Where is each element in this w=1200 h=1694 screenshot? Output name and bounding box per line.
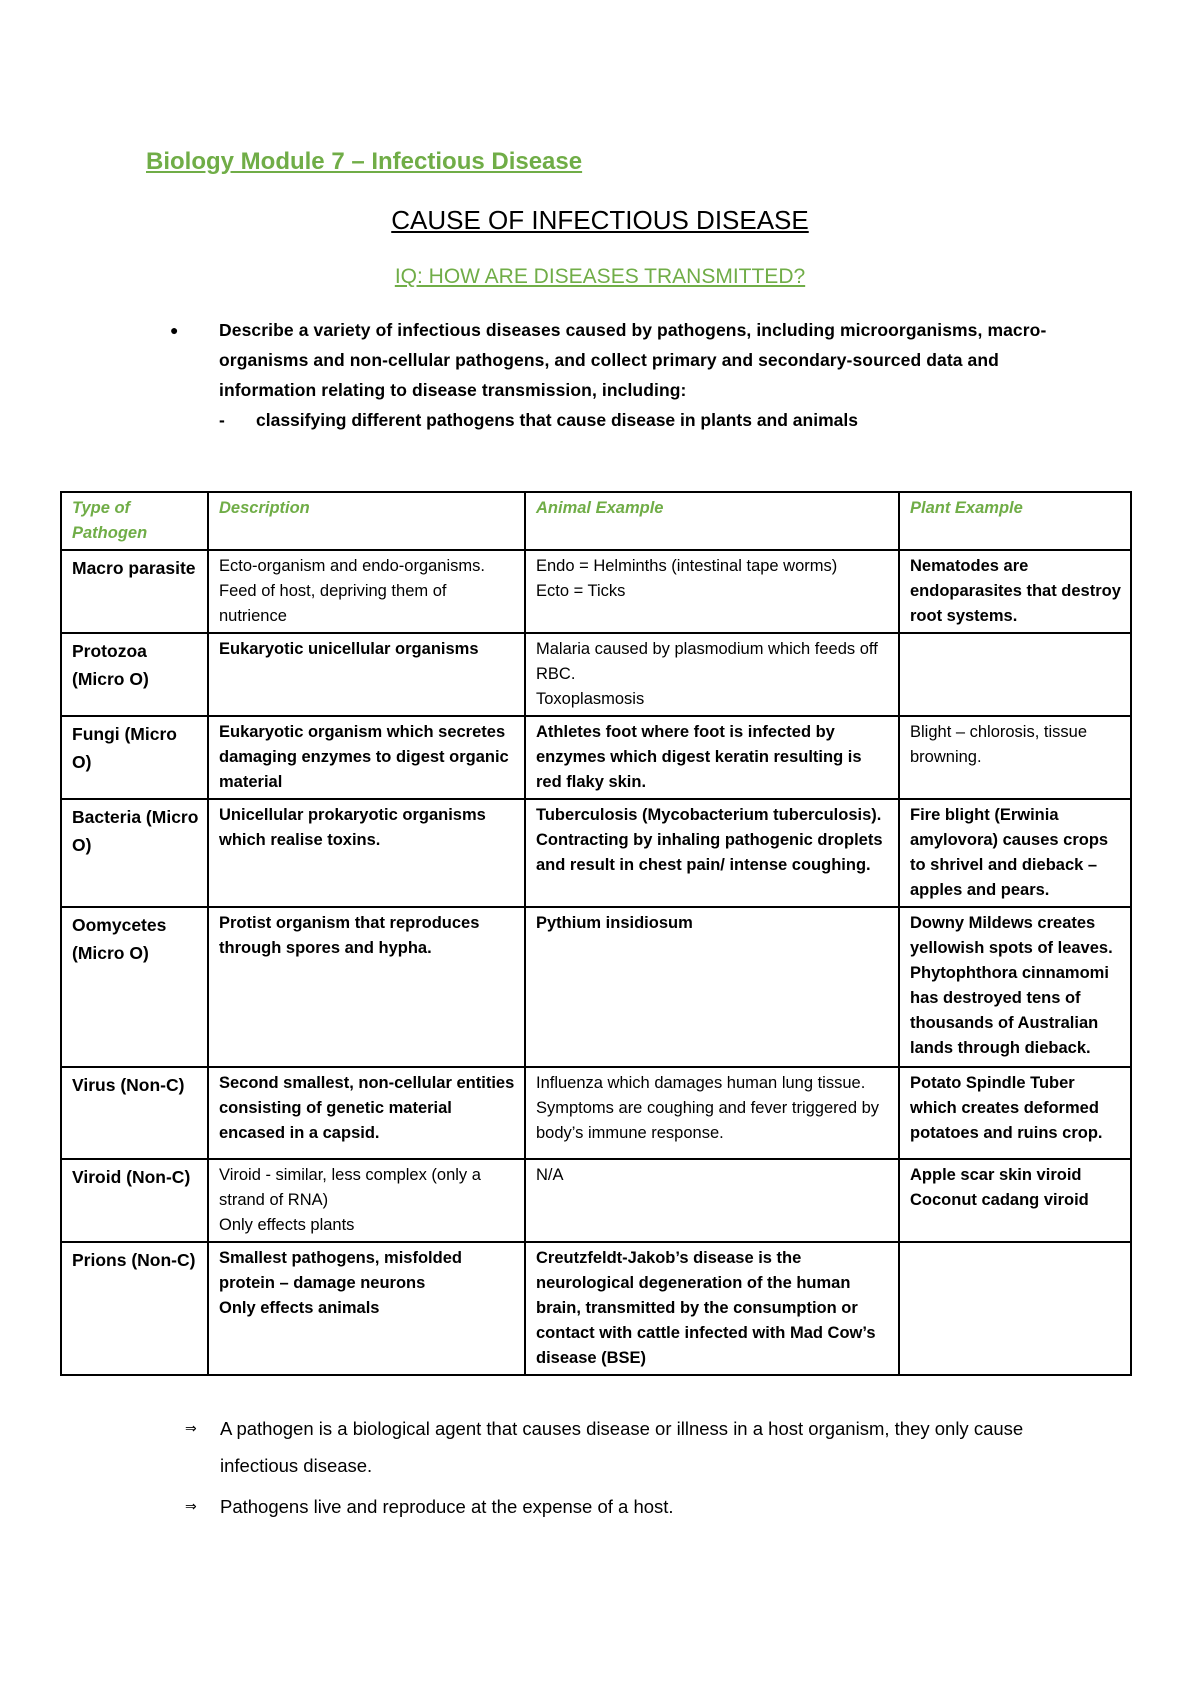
cell-line: Viroid - similar, less complex (only a strand of RNA) xyxy=(219,1166,481,1209)
inquiry-question-heading: IQ: HOW ARE DISEASES TRANSMITTED? xyxy=(394,265,806,288)
cell-line: Only effects animals xyxy=(219,1299,380,1317)
animal-example-cell xyxy=(525,633,899,716)
table-header-row xyxy=(61,492,1131,550)
cell-line: Potato Spindle Tuber which creates deformed potatoes and ruins crop. xyxy=(910,1074,1103,1142)
cell-line: Unicellular prokaryotic organisms which realise toxins. xyxy=(219,806,486,849)
plant-example-cell xyxy=(899,550,1131,633)
cell-line: N/A xyxy=(536,1166,564,1184)
pathogen-type-cell: Bacteria (Micro O) xyxy=(61,799,208,907)
document-title: Biology Module 7 – Infectious Disease xyxy=(146,148,583,175)
outcome-text: Describe a variety of infectious diseases caused by pathogens, including microorganisms, macro-organisms and non-cellular pathogens, and collect primary and secondary-sourced data and information relating to disease transmission, including: xyxy=(219,320,1047,400)
plant-example-cell xyxy=(899,633,1131,716)
cell-line: Malaria caused by plasmodium which feeds off RBC. xyxy=(536,640,878,683)
cell-line: Nematodes are endoparasites that destroy root systems. xyxy=(910,557,1121,625)
cell-line: Influenza which damages human lung tissue. Symptoms are coughing and fever triggered by body’s immune response. xyxy=(536,1074,880,1142)
description-cell xyxy=(208,907,525,1067)
pathogen-type-cell: Macro parasite xyxy=(61,550,208,633)
section-heading: CAUSE OF INFECTIOUS DISEASE xyxy=(391,205,809,235)
note-item xyxy=(185,1488,1085,1525)
pathogen-type-cell: Viroid (Non-C) xyxy=(61,1159,208,1242)
arrow-icon: ⇒ xyxy=(185,1498,197,1514)
description-cell xyxy=(208,716,525,799)
table-row xyxy=(61,1067,1131,1159)
animal-example-cell xyxy=(525,716,899,799)
cell-line: Smallest pathogens, misfolded protein – damage neurons xyxy=(219,1249,462,1292)
cell-line: Second smallest, non-cellular entities consisting of genetic material encased in a capsid. xyxy=(219,1074,515,1142)
description-cell xyxy=(208,1159,525,1242)
animal-example-cell xyxy=(525,907,899,1067)
plant-example-cell xyxy=(899,799,1131,907)
pathogen-type-cell: Protozoa (Micro O) xyxy=(61,633,208,716)
cell-line: Creutzfeldt-Jakob’s disease is the neurological degeneration of the human brain, transmitted by the consumption or contact with cattle infected with Mad Cow’s disease (BSE) xyxy=(536,1249,876,1367)
cell-line: Protist organism that reproduces through spores and hypha. xyxy=(219,914,480,957)
header-type-of-pathogen: Type of Pathogen xyxy=(61,492,208,550)
plant-example-cell xyxy=(899,1067,1131,1159)
pathogen-table-body xyxy=(61,550,1131,1375)
pathogen-table xyxy=(60,491,1132,1376)
cell-line: Feed of host, depriving them of nutrience xyxy=(219,582,447,625)
table-row xyxy=(61,716,1131,799)
cell-line: Pythium insidiosum xyxy=(536,914,693,932)
description-cell xyxy=(208,633,525,716)
plant-example-cell xyxy=(899,1242,1131,1375)
outcome-subpoint-text: classifying different pathogens that cause disease in plants and animals xyxy=(256,410,858,430)
plant-example-cell xyxy=(899,716,1131,799)
cell-line: Eukaryotic unicellular organisms xyxy=(219,640,479,658)
header-description: Description xyxy=(208,492,525,550)
cell-line: Athletes foot where foot is infected by enzymes which digest keratin resulting is red flaky skin. xyxy=(536,723,862,791)
description-cell xyxy=(208,1242,525,1375)
note-text: A pathogen is a biological agent that causes disease or illness in a host organism, they only cause infectious disease. xyxy=(220,1418,1024,1476)
pathogen-type-cell: Fungi (Micro O) xyxy=(61,716,208,799)
cell-line: Ecto-organism and endo-organisms. xyxy=(219,557,485,575)
arrow-icon: ⇒ xyxy=(185,1420,197,1436)
pathogen-type-cell: Virus (Non-C) xyxy=(61,1067,208,1159)
header-plant-example: Plant Example xyxy=(899,492,1131,550)
cell-line: Apple scar skin viroid xyxy=(910,1166,1082,1184)
cell-line: Ecto = Ticks xyxy=(536,582,626,600)
note-text: Pathogens live and reproduce at the expense of a host. xyxy=(220,1496,674,1517)
pathogen-type-cell: Oomycetes (Micro O) xyxy=(61,907,208,1067)
note-item xyxy=(185,1410,1085,1484)
table-row xyxy=(61,907,1131,1067)
notes-list xyxy=(185,1410,1085,1529)
description-cell xyxy=(208,550,525,633)
table-row xyxy=(61,1242,1131,1375)
animal-example-cell xyxy=(525,1067,899,1159)
table-row xyxy=(61,550,1131,633)
cell-line: Tuberculosis (Mycobacterium tuberculosis). Contracting by inhaling pathogenic droplets and result in chest pain/ intense coughing. xyxy=(536,806,883,874)
cell-line: Blight – chlorosis, tissue browning. xyxy=(910,723,1087,766)
cell-line: Fire blight (Erwinia amylovora) causes crops to shrivel and dieback – apples and pears. xyxy=(910,806,1109,899)
animal-example-cell xyxy=(525,1242,899,1375)
dash-marker: - xyxy=(219,410,225,430)
cell-line: Endo = Helminths (intestinal tape worms) xyxy=(536,557,838,575)
syllabus-outcome xyxy=(170,315,1082,435)
table-row xyxy=(61,633,1131,716)
description-cell xyxy=(208,799,525,907)
plant-example-cell xyxy=(899,907,1131,1067)
bullet-icon: ● xyxy=(170,322,179,338)
cell-line: Toxoplasmosis xyxy=(536,690,645,708)
pathogen-type-cell: Prions (Non-C) xyxy=(61,1242,208,1375)
description-cell xyxy=(208,1067,525,1159)
animal-example-cell xyxy=(525,1159,899,1242)
cell-line: Only effects plants xyxy=(219,1216,355,1234)
table-row xyxy=(61,799,1131,907)
header-animal-example: Animal Example xyxy=(525,492,899,550)
cell-line: Coconut cadang viroid xyxy=(910,1191,1089,1209)
animal-example-cell xyxy=(525,799,899,907)
cell-line: Downy Mildews creates yellowish spots of leaves. Phytophthora cinnamomi has destroyed tens of thousands of Australian lands through dieback. xyxy=(910,914,1113,1057)
animal-example-cell xyxy=(525,550,899,633)
plant-example-cell xyxy=(899,1159,1131,1242)
cell-line: Eukaryotic organism which secretes damaging enzymes to digest organic material xyxy=(219,723,509,791)
table-row xyxy=(61,1159,1131,1242)
outcome-subpoint xyxy=(219,405,1082,435)
